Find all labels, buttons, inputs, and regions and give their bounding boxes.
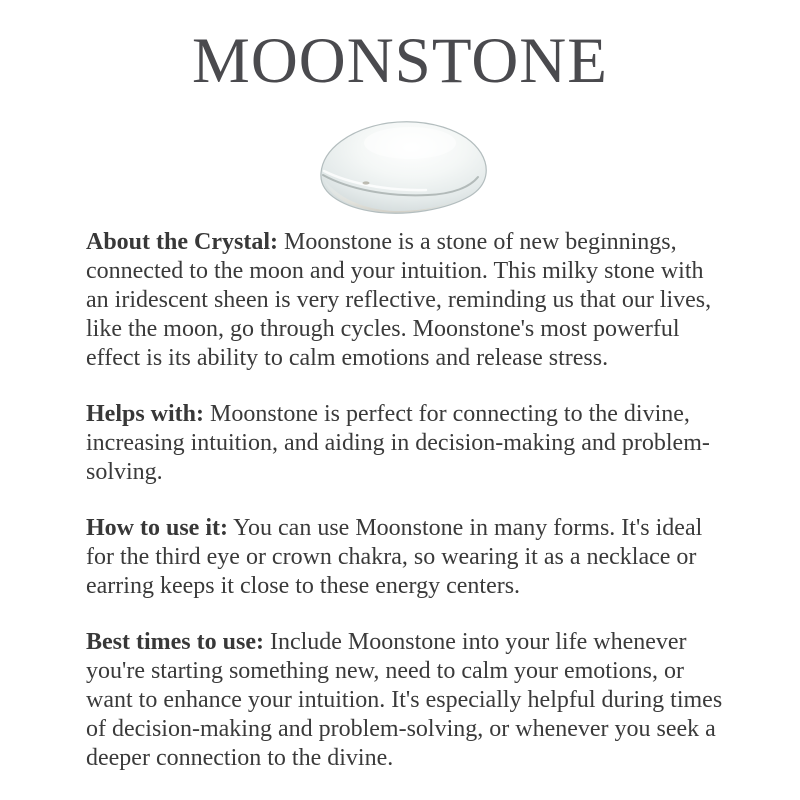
section-best-times xyxy=(86,628,724,773)
section-how-label: How to use it: xyxy=(86,515,228,541)
section-best-text: Include Moonstone into your life whenever you're starting something new, need to calm your emotions, or want to enhance your intuition. It's especially helpful during times of decision-making and problem-solving, or whenever you seek a deeper connection to the divine. xyxy=(86,629,723,771)
section-about-label: About the Crystal: xyxy=(86,229,278,255)
section-helps-text: Moonstone is perfect for connecting to the divine, increasing intuition, and aiding in decision-making and problem-solving. xyxy=(86,401,710,485)
section-about-text: Moonstone is a stone of new beginnings, connected to the moon and your intuition. This milky stone with an iridescent sheen is very reflective, reminding us that our lives, like the moon, go through cycles. Moonstone's most powerful effect is its ability to calm emotions and release stress. xyxy=(86,229,712,371)
moonstone-stone-illustration xyxy=(318,117,488,215)
section-helps-with xyxy=(86,400,724,487)
section-how-text: You can use Moonstone in many forms. It's ideal for the third eye or crown chakra, so wearing it as a necklace or earring keeps it close to these energy centers. xyxy=(86,515,703,599)
section-best-label: Best times to use: xyxy=(86,629,264,655)
moonstone-image xyxy=(318,117,488,215)
page-title: MOONSTONE xyxy=(192,25,608,97)
section-how-to-use xyxy=(86,514,724,601)
section-about-the-crystal xyxy=(86,228,724,373)
description-sections xyxy=(86,228,724,800)
section-helps-label: Helps with: xyxy=(86,401,205,427)
